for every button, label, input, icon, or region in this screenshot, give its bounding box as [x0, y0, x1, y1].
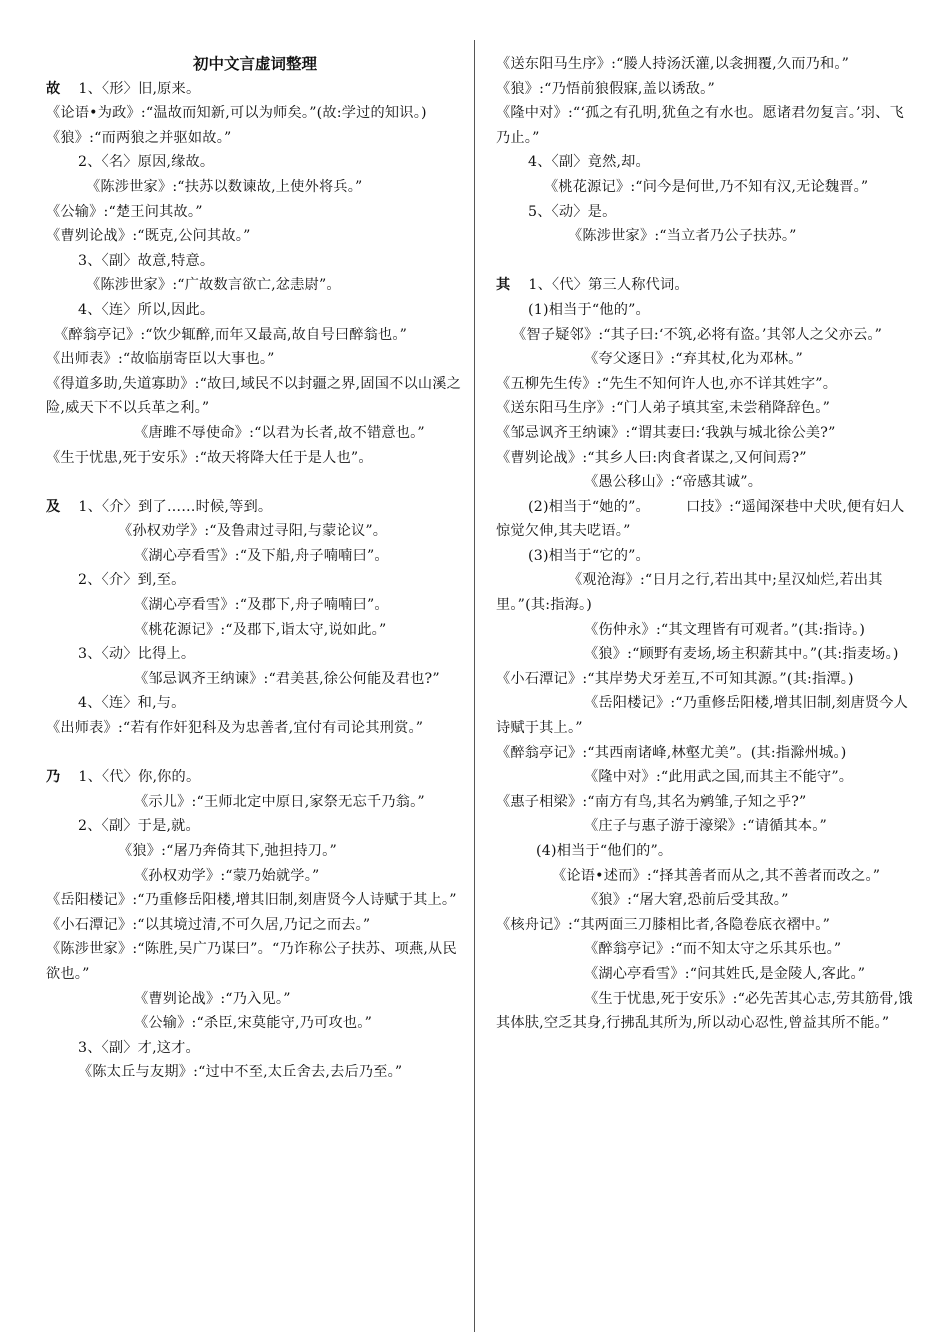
- line-text: 《小石潭记》:“以其境过清,不可久居,乃记之而去。”: [46, 916, 371, 933]
- text-line: [46, 224, 464, 249]
- line-text: 《桃花源记》:“及郡下,诣太守,说如此。”: [134, 621, 387, 638]
- text-line: [496, 790, 914, 815]
- line-text: 《得道多助,失道寡助》:“故曰,域民不以封疆之界,固国不以山溪之险,威天下不以兵革之利。”: [46, 375, 462, 417]
- line-text: 《狼》:“屠大窘,恐前后受其敌。”: [584, 892, 789, 909]
- line-text: 《隆中对》:“此用武之国,而其主不能守”。: [584, 769, 854, 786]
- text-line: [46, 495, 464, 520]
- line-text: 《陈涉世家》:“陈胜,吴广乃谋曰”。“乃诈称公子扶苏、项燕,从民欲也。”: [46, 941, 457, 982]
- text-line: [46, 101, 464, 126]
- text-line: [496, 962, 914, 987]
- line-text: 2、〈名〉原因,缘故。: [78, 154, 215, 171]
- line-text: (4)相当于“他们的”。: [536, 843, 673, 859]
- left-column: [46, 52, 464, 1085]
- line-text: 《伤仲永》:“其文理皆有可观者。”(其:指诗。): [584, 621, 866, 638]
- text-line: [46, 691, 464, 716]
- headword: 及: [46, 498, 61, 515]
- text-line: [496, 323, 914, 348]
- text-line: [496, 814, 914, 839]
- line-text: 4、〈连〉所以,因此。: [78, 301, 215, 318]
- line-text: 《核舟记》:“其两面三刀膝相比者,各隐卷底衣褶中。”: [496, 916, 831, 933]
- blank-line: [496, 249, 914, 274]
- line-text: 《岳阳楼记》:“乃重修岳阳楼,增其旧制,刻唐贤今人诗赋于其上。”: [46, 892, 457, 909]
- line-text: 《惠子相梁》:“南方有鸟,其名为鹓雏,子知之乎?”: [496, 793, 807, 810]
- text-line: [46, 568, 464, 593]
- text-line: [46, 716, 464, 741]
- line-text: 1、〈代〉你,你的。: [78, 769, 201, 786]
- line-text: 《生于忧患,死于安乐》:“必先苦其心志,劳其筋骨,饿其体肤,空乏其身,行拂乱其所为,所以动心忍性,曾益其所不能。”: [496, 990, 913, 1032]
- text-line: [46, 273, 464, 298]
- line-text: 《陈涉世家》:“当立者乃公子扶苏。”: [568, 228, 797, 245]
- text-line: [496, 396, 914, 421]
- text-line: [496, 273, 914, 298]
- text-line: [496, 347, 914, 372]
- line-text: 《送东阳马生序》:“门人弟子填其室,未尝稍降辞色。”: [496, 400, 831, 417]
- text-line: [496, 200, 914, 225]
- column-divider: [474, 40, 475, 1332]
- line-text: 1、〈介〉到了……时候,等到。: [78, 498, 273, 515]
- line-text: 《醉翁亭记》:“其西南诸峰,林壑尤美”。(其:指滁州城。): [496, 744, 847, 761]
- text-line: [496, 544, 914, 569]
- line-text: 《陈太丘与友期》:“过中不至,太丘舍去,去后乃至。”: [78, 1064, 403, 1081]
- text-line: [46, 77, 464, 102]
- text-line: [46, 150, 464, 175]
- text-line: [496, 52, 914, 77]
- text-line: [46, 593, 464, 618]
- line-text: 2、〈副〉于是,就。: [78, 818, 200, 835]
- text-line: [46, 888, 464, 913]
- line-text: 《隆中对》:“‘孤之有孔明,犹鱼之有水也。愿诸君勿复言。’羽、飞乃止。”: [496, 105, 904, 146]
- text-line: [46, 347, 464, 372]
- text-line: [496, 446, 914, 471]
- line-text: 《愚公移山》:“帝感其诚”。: [584, 474, 763, 491]
- text-line: [46, 323, 464, 348]
- line-text: 《智子疑邻》:“其子曰:‘不筑,必将有盗。’其邻人之父亦云。”: [512, 326, 883, 343]
- text-line: [46, 126, 464, 151]
- line-text: 《孙权劝学》:“蒙乃始就学。”: [134, 867, 320, 884]
- text-line: [496, 765, 914, 790]
- line-text: 5、〈动〉是。: [528, 203, 617, 220]
- text-line: [496, 691, 914, 740]
- text-line: [496, 421, 914, 446]
- line-text: 4、〈连〉和,与。: [78, 695, 186, 712]
- line-text: 《狼》:“顾野有麦场,场主积薪其中。”(其:指麦场。)《小石潭记》:“其岸势犬牙差互,不可知其源。”(其:指潭。): [496, 646, 899, 687]
- line-text: 《邹忌讽齐王纳谏》:“谓其妻曰:‘我孰与城北徐公美?”: [496, 424, 836, 441]
- line-text: 《狼》:“乃悟前狼假寐,盖以诱敌。”: [496, 80, 715, 97]
- line-text: 《示儿》:“王师北定中原日,家祭无忘千乃翁。”: [134, 793, 425, 810]
- text-line: [496, 224, 914, 249]
- text-line: [496, 372, 914, 397]
- text-line: [46, 1011, 464, 1036]
- text-line: [496, 888, 914, 913]
- line-text: 2、〈介〉到,至。: [78, 572, 186, 589]
- text-line: [496, 470, 914, 495]
- text-line: [496, 175, 914, 200]
- text-line: [46, 839, 464, 864]
- blank-line: [46, 741, 464, 766]
- headword: 其: [496, 277, 511, 294]
- text-line: [46, 421, 464, 446]
- line-text: 《曹刿论战》:“既克,公问其故。”: [46, 228, 251, 245]
- text-line: [496, 101, 914, 150]
- line-text: 《孙权劝学》:“及鲁肃过寻阳,与蒙论议”。: [118, 523, 388, 540]
- line-text: 《曹刿论战》:“乃入见。”: [134, 990, 291, 1007]
- text-line: [496, 150, 914, 175]
- text-line: [46, 642, 464, 667]
- line-text: 《观沧海》:“日月之行,若出其中;星汉灿烂,若出其里。”(其:指海。): [496, 572, 883, 614]
- line-text: 《醉翁亭记》:“饮少辄醉,而年又最高,故自号曰醉翁也。”: [54, 326, 408, 343]
- text-line: [46, 864, 464, 889]
- line-text: 《邹忌讽齐王纳谏》:“君美甚,徐公何能及君也?”: [134, 670, 440, 687]
- text-line: [46, 175, 464, 200]
- text-line: [496, 642, 914, 691]
- line-text: 3、〈副〉才,这才。: [78, 1039, 200, 1056]
- text-line: [46, 937, 464, 986]
- line-text: 《湖心亭看雪》:“问其姓氏,是金陵人,客此。”: [584, 965, 866, 982]
- text-line: [496, 913, 914, 938]
- line-text: 1、〈形〉旧,原来。: [78, 80, 201, 97]
- line-text: (2)相当于“她的”。 口技》:“遥闻深巷中犬吠,便有妇人惊觉欠伸,其夫呓语。”: [496, 498, 905, 540]
- line-text: 《醉翁亭记》:“而不知太守之乐其乐也。”: [584, 941, 842, 958]
- line-text: 《湖心亭看雪》:“及下船,舟子喃喃曰”。: [134, 547, 389, 564]
- line-text: 《公输》:“楚王问其故。”: [46, 203, 203, 220]
- line-text: 《生于忧患,死于安乐》:“故天将降大任于是人也”。: [46, 449, 373, 466]
- text-line: [496, 568, 914, 617]
- line-text: 《曹刿论战》:“其乡人曰:肉食者谋之,又何间焉?”: [496, 449, 807, 466]
- line-text: 《陈涉世家》:“广故数言欲亡,忿恚尉”。: [86, 277, 341, 294]
- text-line: [46, 765, 464, 790]
- text-line: [496, 618, 914, 643]
- text-line: [46, 814, 464, 839]
- text-line: [46, 298, 464, 323]
- text-line: [496, 77, 914, 102]
- text-line: [496, 495, 914, 544]
- line-text: 《公输》:“杀臣,宋莫能守,乃可攻也。”: [134, 1015, 373, 1032]
- text-line: [46, 519, 464, 544]
- line-text: 《唐雎不辱使命》:“以君为长者,故不错意也。”: [134, 424, 425, 441]
- line-text: 《出师表》:“若有作奸犯科及为忠善者,宜付有司论其刑赏。”: [46, 720, 424, 737]
- line-text: 《陈涉世家》:“扶苏以数谏故,上使外将兵。”: [86, 178, 363, 195]
- line-text: 《湖心亭看雪》:“及郡下,舟子喃喃曰”。: [134, 597, 389, 614]
- line-text: 3、〈副〉故意,特意。: [78, 252, 215, 269]
- line-text: 《论语•为政》:“温故而知新,可以为师矣。”(故:学过的知识。): [46, 105, 427, 122]
- line-text: 《庄子与惠子游于濠梁》:“请循其本。”: [584, 818, 827, 835]
- text-line: [46, 200, 464, 225]
- text-line: [46, 372, 464, 421]
- line-text: (1)相当于“他的”。: [528, 301, 650, 318]
- line-text: 3、〈动〉比得上。: [78, 646, 196, 663]
- text-line: [46, 544, 464, 569]
- headword: 故: [46, 80, 61, 97]
- line-text: 《桃花源记》:“问今是何世,乃不知有汉,无论魏晋。”: [544, 178, 869, 195]
- text-line: [496, 741, 914, 766]
- text-line: [496, 298, 914, 323]
- line-text: 《出师表》:“故临崩寄臣以大事也。”: [46, 351, 275, 368]
- text-line: [46, 249, 464, 274]
- text-line: [46, 790, 464, 815]
- text-line: [496, 839, 914, 864]
- text-line: [46, 1036, 464, 1061]
- line-text: 《论语•述而》:“择其善者而从之,其不善者而改之。”: [552, 867, 881, 884]
- text-line: [496, 987, 914, 1036]
- blank-line: [46, 470, 464, 495]
- text-line: [496, 864, 914, 889]
- line-text: 《五柳先生传》:“先生不知何许人也,亦不详其姓字”。: [496, 375, 838, 392]
- text-line: [46, 446, 464, 471]
- right-column: [496, 52, 914, 1036]
- line-text: 《送东阳马生序》:“媵人持汤沃灌,以衾拥覆,久而乃和。”: [496, 56, 850, 72]
- text-line: [46, 1060, 464, 1085]
- line-text: 《夸父逐日》:“弃其杖,化为邓林。”: [584, 351, 803, 368]
- line-text: 4、〈副〉竟然,却。: [528, 154, 650, 171]
- document-title: 初中文言虚词整理: [192, 54, 317, 73]
- line-text: 《狼》:“屠乃奔倚其下,弛担持刀。”: [118, 843, 337, 859]
- text-line: [46, 667, 464, 692]
- text-line: [46, 913, 464, 938]
- text-line: [46, 987, 464, 1012]
- line-text: 《狼》:“而两狼之并驱如故。”: [46, 129, 232, 146]
- headword: 乃: [46, 769, 61, 786]
- line-text: 《岳阳楼记》:“乃重修岳阳楼,增其旧制,刻唐贤今人诗赋于其上。”: [496, 695, 908, 737]
- text-line: [496, 937, 914, 962]
- text-line: [46, 618, 464, 643]
- line-text: 1、〈代〉第三人称代词。: [528, 277, 689, 294]
- line-text: (3)相当于“它的”。: [528, 547, 650, 564]
